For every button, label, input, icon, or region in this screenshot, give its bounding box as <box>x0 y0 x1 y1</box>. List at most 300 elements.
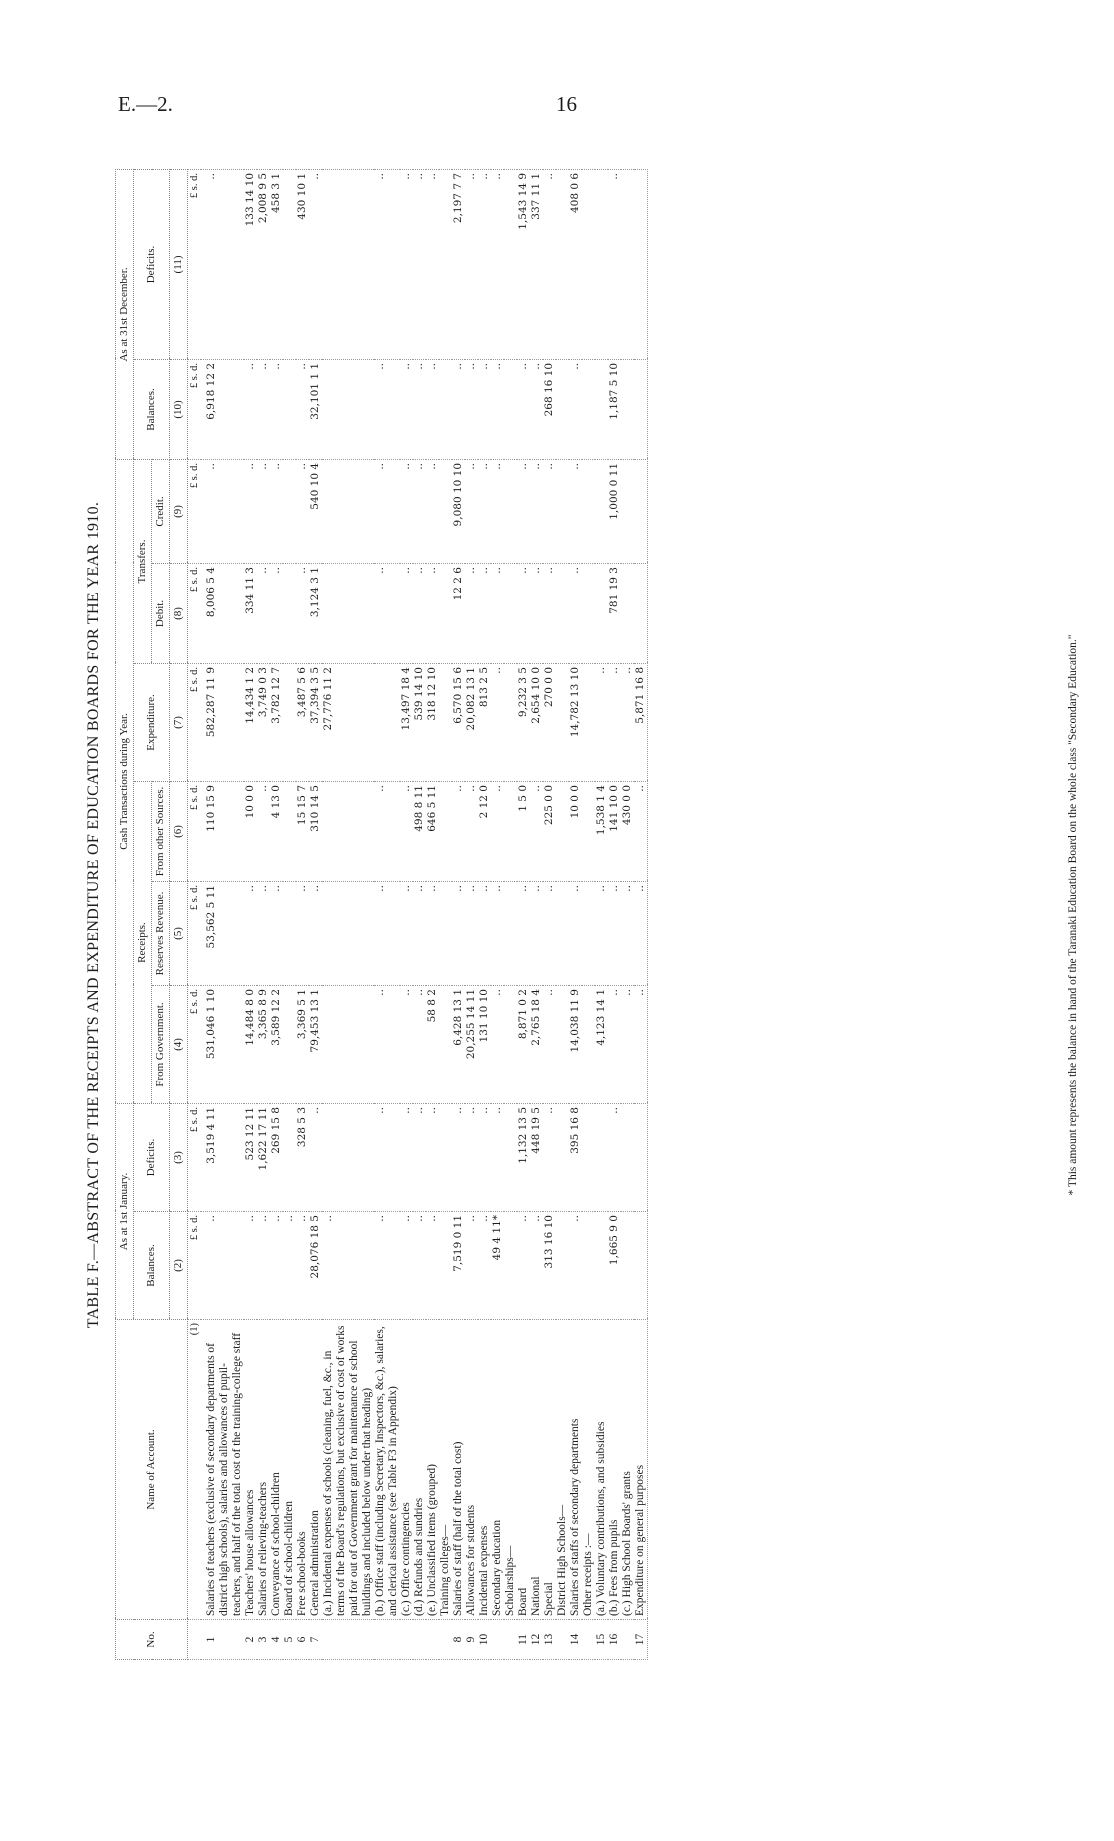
row-number <box>439 1620 452 1660</box>
amount-cell-c4: 79,453 13 1 <box>309 986 322 1104</box>
amount-cell-c8: .. <box>374 564 400 664</box>
amount-cell-c10 <box>582 359 595 459</box>
amount-cell-c6: 646 5 11 <box>426 782 439 882</box>
amount-cell-c3 <box>556 1104 569 1212</box>
amount-cell-c2 <box>595 1212 608 1320</box>
units-cell: £ s. d. <box>188 459 202 563</box>
amount-cell-c11: .. <box>465 169 478 359</box>
amount-cell-c10: .. <box>517 359 530 459</box>
account-name: Special <box>543 1320 556 1620</box>
amount-cell-c9: .. <box>569 459 582 563</box>
units-cell: £ s. d. <box>188 169 202 359</box>
amount-cell-c7: 6,570 15 6 <box>452 664 465 782</box>
row-number: 17 <box>634 1620 648 1660</box>
amount-cell-c9: .. <box>426 459 439 563</box>
table-row <box>257 169 270 1659</box>
account-name: Scholarships— <box>504 1320 517 1620</box>
amount-cell-c11: 133 14 10 <box>244 169 257 359</box>
amount-cell-c2: .. <box>257 1212 270 1320</box>
amount-cell-c10 <box>621 359 634 459</box>
amount-cell-c8: .. <box>478 564 491 664</box>
amount-cell-c7: 813 2 5 <box>478 664 491 782</box>
amount-cell-c4: 4,123 14 1 <box>595 986 608 1104</box>
amount-cell-c5: .. <box>374 882 400 986</box>
units-cell: £ s. d. <box>188 1212 202 1320</box>
amount-cell-c5: .. <box>634 882 648 986</box>
page-number: 16 <box>556 92 577 116</box>
amount-cell-c5: .. <box>478 882 491 986</box>
amount-cell-c6 <box>322 782 374 882</box>
amount-cell-c7: 270 0 0 <box>543 664 556 782</box>
amount-cell-c7: 27,776 11 2 <box>322 664 374 782</box>
amount-cell-c7: 3,749 0 3 <box>257 664 270 782</box>
account-name: Board <box>517 1320 530 1620</box>
amount-cell-c6 <box>504 782 517 882</box>
amount-cell-c2 <box>582 1212 595 1320</box>
amount-cell-c8 <box>439 564 452 664</box>
amount-cell-c11 <box>504 169 517 359</box>
amount-cell-c10: 32,101 1 1 <box>309 359 322 459</box>
amount-cell-c6: 10 0 0 <box>569 782 582 882</box>
header-debit: Debit. <box>152 564 170 664</box>
amount-cell-c4: 8,871 0 2 <box>517 986 530 1104</box>
amount-cell-c6: 10 0 0 <box>244 782 257 882</box>
amount-cell-c9 <box>582 459 595 563</box>
amount-cell-c4: 3,365 8 9 <box>257 986 270 1104</box>
amount-cell-c3 <box>504 1104 517 1212</box>
units-cell: £ s. d. <box>188 359 202 459</box>
amount-cell-c3 <box>439 1104 452 1212</box>
amount-cell-c3: .. <box>400 1104 413 1212</box>
table-row <box>201 169 244 1659</box>
account-name: (a.) Incidental expenses of schools (cleaning, fuel, &c., in terms of the Board's regulations, but exclusive of cost of works paid for out of Government grant for maintenance of school buildings and included below under that heading) <box>322 1320 374 1620</box>
amount-cell-c11 <box>439 169 452 359</box>
amount-cell-c6: .. <box>257 782 270 882</box>
amount-cell-c4 <box>322 986 374 1104</box>
amount-cell-c11: 337 11 1 <box>530 169 543 359</box>
account-name: Salaries of staffs of secondary departments <box>569 1320 582 1620</box>
header-from-other: From other Sources. <box>152 782 170 882</box>
header-no: No. <box>116 1620 188 1660</box>
row-number: 3 <box>257 1620 270 1660</box>
amount-cell-c7: .. <box>595 664 608 782</box>
amount-cell-c3: .. <box>413 1104 426 1212</box>
amount-cell-c4: .. <box>491 986 504 1104</box>
amount-cell-c6: 15 15 7 <box>296 782 309 882</box>
amount-cell-c3 <box>283 1104 296 1212</box>
amount-cell-c7 <box>556 664 569 782</box>
amount-cell-c6: .. <box>374 782 400 882</box>
amount-cell-c11: 2,008 9 5 <box>257 169 270 359</box>
amount-cell-c8: 3,124 3 1 <box>309 564 322 664</box>
amount-cell-c6: .. <box>634 782 648 882</box>
account-name: Board of school-children <box>283 1320 296 1620</box>
amount-cell-c5: .. <box>543 882 556 986</box>
amount-cell-c4: .. <box>400 986 413 1104</box>
header-credit: Credit. <box>152 459 170 563</box>
amount-cell-c6: 4 13 0 <box>270 782 283 882</box>
amount-cell-c3 <box>322 1104 374 1212</box>
amount-cell-c2: 313 16 10 <box>543 1212 556 1320</box>
amount-cell-c4: 6,428 13 1 <box>452 986 465 1104</box>
amount-cell-c10 <box>322 359 374 459</box>
units-cell: £ s. d. <box>188 986 202 1104</box>
table-row <box>439 169 452 1659</box>
amount-cell-c11: .. <box>478 169 491 359</box>
table-row <box>608 169 621 1659</box>
accounts-table <box>115 169 648 1660</box>
amount-cell-c4: .. <box>634 986 648 1104</box>
amount-cell-c3 <box>582 1104 595 1212</box>
amount-cell-c9: .. <box>244 459 257 563</box>
amount-cell-c5 <box>439 882 452 986</box>
amount-cell-c3: 3,519 4 11 <box>201 1104 244 1212</box>
amount-cell-c7: 37,394 3 5 <box>309 664 322 782</box>
amount-cell-c6: .. <box>491 782 504 882</box>
amount-cell-c9: .. <box>543 459 556 563</box>
amount-cell-c4 <box>556 986 569 1104</box>
row-number: 1 <box>201 1620 244 1660</box>
amount-cell-c11: .. <box>374 169 400 359</box>
amount-cell-c10 <box>556 359 569 459</box>
amount-cell-c7: 318 12 10 <box>426 664 439 782</box>
table-row <box>296 169 309 1659</box>
col-num-10: (10) <box>170 359 188 459</box>
amount-cell-c3 <box>595 1104 608 1212</box>
amount-cell-c11: 1,543 14 9 <box>517 169 530 359</box>
amount-cell-c6 <box>283 782 296 882</box>
amount-cell-c3: .. <box>374 1104 400 1212</box>
table-row <box>543 169 556 1659</box>
table-row <box>322 169 374 1659</box>
units-cell: £ s. d. <box>188 664 202 782</box>
amount-cell-c11: .. <box>608 169 621 359</box>
table-row <box>413 169 426 1659</box>
units-row <box>188 169 202 1659</box>
amount-cell-c5: .. <box>296 882 309 986</box>
amount-cell-c10 <box>439 359 452 459</box>
amount-cell-c11 <box>582 169 595 359</box>
row-number: 16 <box>608 1620 621 1660</box>
amount-cell-c9: .. <box>270 459 283 563</box>
amount-cell-c2: 1,665 9 0 <box>608 1212 621 1320</box>
amount-cell-c2: .. <box>270 1212 283 1320</box>
amount-cell-c7 <box>439 664 452 782</box>
row-number <box>426 1620 439 1660</box>
amount-cell-c7: .. <box>621 664 634 782</box>
row-number: 4 <box>270 1620 283 1660</box>
amount-cell-c9: .. <box>374 459 400 563</box>
table-row <box>491 169 504 1659</box>
amount-cell-c3: .. <box>452 1104 465 1212</box>
amount-cell-c3: 269 15 8 <box>270 1104 283 1212</box>
amount-cell-c2: .. <box>244 1212 257 1320</box>
amount-cell-c10: .. <box>296 359 309 459</box>
amount-cell-c10: .. <box>244 359 257 459</box>
amount-cell-c6: 225 0 0 <box>543 782 556 882</box>
amount-cell-c7: 539 14 10 <box>413 664 426 782</box>
amount-cell-c9 <box>504 459 517 563</box>
amount-cell-c8: .. <box>530 564 543 664</box>
table-row <box>270 169 283 1659</box>
amount-cell-c7: 5,871 16 8 <box>634 664 648 782</box>
amount-cell-c8: .. <box>413 564 426 664</box>
amount-cell-c6: 1 5 0 <box>517 782 530 882</box>
account-name: (b.) Fees from pupils <box>608 1320 621 1620</box>
table-row <box>478 169 491 1659</box>
amount-cell-c8: .. <box>270 564 283 664</box>
row-number <box>413 1620 426 1660</box>
amount-cell-c11: 2,197 7 7 <box>452 169 465 359</box>
amount-cell-c8: .. <box>569 564 582 664</box>
amount-cell-c5: .. <box>595 882 608 986</box>
amount-cell-c6 <box>439 782 452 882</box>
amount-cell-c5 <box>556 882 569 986</box>
units-cell: £ s. d. <box>188 564 202 664</box>
col-num-7: (7) <box>170 664 188 782</box>
account-name: National <box>530 1320 543 1620</box>
amount-cell-c9: .. <box>491 459 504 563</box>
amount-cell-c5: .. <box>569 882 582 986</box>
amount-cell-c7: 9,232 3 5 <box>517 664 530 782</box>
amount-cell-c6 <box>582 782 595 882</box>
amount-cell-c11: .. <box>309 169 322 359</box>
amount-cell-c5 <box>582 882 595 986</box>
amount-cell-c2: .. <box>400 1212 413 1320</box>
amount-cell-c3 <box>634 1104 648 1212</box>
table-row <box>582 169 595 1659</box>
table-row <box>621 169 634 1659</box>
amount-cell-c9: .. <box>478 459 491 563</box>
amount-cell-c7: 20,082 13 1 <box>465 664 478 782</box>
row-number: 7 <box>309 1620 322 1660</box>
units-cell: (1) <box>188 1320 202 1620</box>
amount-cell-c11 <box>556 169 569 359</box>
amount-cell-c11 <box>322 169 374 359</box>
header-expenditure: Expenditure. <box>134 664 170 782</box>
amount-cell-c4 <box>439 986 452 1104</box>
amount-cell-c8 <box>504 564 517 664</box>
amount-cell-c10 <box>634 359 648 459</box>
row-number: 6 <box>296 1620 309 1660</box>
amount-cell-c2: 7,519 0 11 <box>452 1212 465 1320</box>
amount-cell-c9: 540 10 4 <box>309 459 322 563</box>
amount-cell-c8: .. <box>400 564 413 664</box>
account-name: Expenditure on general purposes <box>634 1320 648 1620</box>
table-row <box>517 169 530 1659</box>
account-name: Training colleges— <box>439 1320 452 1620</box>
amount-cell-c3: .. <box>309 1104 322 1212</box>
row-number: 5 <box>283 1620 296 1660</box>
account-name: Salaries of staff (half of the total cost) <box>452 1320 465 1620</box>
row-number <box>491 1620 504 1660</box>
amount-cell-c10: .. <box>413 359 426 459</box>
amount-cell-c8 <box>582 564 595 664</box>
amount-cell-c4: 58 8 2 <box>426 986 439 1104</box>
amount-cell-c5: .. <box>309 882 322 986</box>
amount-cell-c3: .. <box>608 1104 621 1212</box>
account-name: (e.) Unclassified items (grouped) <box>426 1320 439 1620</box>
amount-cell-c10 <box>595 359 608 459</box>
amount-cell-c2: .. <box>374 1212 400 1320</box>
amount-cell-c9: .. <box>530 459 543 563</box>
row-number: 13 <box>543 1620 556 1660</box>
col-num-2: (2) <box>170 1212 188 1320</box>
amount-cell-c9 <box>283 459 296 563</box>
amount-cell-c5: .. <box>452 882 465 986</box>
amount-cell-c11 <box>595 169 608 359</box>
account-name: (b.) Office staff (including Secretary, Inspectors, &c.), salaries, and clerical assistance (see Table F3 in Appendix) <box>374 1320 400 1620</box>
amount-cell-c2 <box>621 1212 634 1320</box>
amount-cell-c9 <box>556 459 569 563</box>
col-num-5: (5) <box>170 882 188 986</box>
account-name: (c.) Office contingencies <box>400 1320 413 1620</box>
amount-cell-c6: 498 8 11 <box>413 782 426 882</box>
amount-cell-c10: .. <box>478 359 491 459</box>
amount-cell-c2: .. <box>478 1212 491 1320</box>
amount-cell-c4: .. <box>621 986 634 1104</box>
amount-cell-c4: 3,589 12 2 <box>270 986 283 1104</box>
amount-cell-c8: .. <box>296 564 309 664</box>
amount-cell-c8: 8,006 5 4 <box>201 564 244 664</box>
amount-cell-c9: .. <box>400 459 413 563</box>
header-reserves-revenue: Reserves Revenue. <box>152 882 170 986</box>
row-number: 8 <box>452 1620 465 1660</box>
table-row <box>426 169 439 1659</box>
amount-cell-c6: 110 15 9 <box>201 782 244 882</box>
header-group-dec: As at 31st December. <box>116 169 134 459</box>
amount-cell-c5: .. <box>413 882 426 986</box>
amount-cell-c2: .. <box>426 1212 439 1320</box>
col-num-6: (6) <box>170 782 188 882</box>
amount-cell-c8: 334 11 3 <box>244 564 257 664</box>
amount-cell-c2: .. <box>465 1212 478 1320</box>
rotated-table-page <box>85 170 1100 1660</box>
amount-cell-c7 <box>504 664 517 782</box>
amount-cell-c8: .. <box>257 564 270 664</box>
amount-cell-c2: .. <box>569 1212 582 1320</box>
amount-cell-c11 <box>621 169 634 359</box>
amount-cell-c8: 781 19 3 <box>608 564 621 664</box>
amount-cell-c4: 131 10 10 <box>478 986 491 1104</box>
amount-cell-c7: 582,287 11 9 <box>201 664 244 782</box>
account-name: Other receipts :— <box>582 1320 595 1620</box>
amount-cell-c7: 3,782 12 7 <box>270 664 283 782</box>
amount-cell-c3: .. <box>543 1104 556 1212</box>
amount-cell-c5 <box>504 882 517 986</box>
header-group-jan: As at 1st January. <box>116 1104 134 1320</box>
amount-cell-c4: 3,369 5 1 <box>296 986 309 1104</box>
amount-cell-c5: .. <box>244 882 257 986</box>
row-number <box>400 1620 413 1660</box>
amount-cell-c2: .. <box>517 1212 530 1320</box>
amount-cell-c6: 310 14 5 <box>309 782 322 882</box>
amount-cell-c10 <box>504 359 517 459</box>
amount-cell-c2: .. <box>283 1212 296 1320</box>
row-number: 2 <box>244 1620 257 1660</box>
units-cell <box>188 1620 202 1660</box>
account-name: Teachers' house allowances <box>244 1320 257 1620</box>
row-number <box>556 1620 569 1660</box>
amount-cell-c8: .. <box>426 564 439 664</box>
amount-cell-c3: .. <box>491 1104 504 1212</box>
amount-cell-c6: 141 10 0 <box>608 782 621 882</box>
account-name: (d.) Refunds and sundries <box>413 1320 426 1620</box>
table-row <box>452 169 465 1659</box>
table-row <box>283 169 296 1659</box>
table-row <box>595 169 608 1659</box>
amount-cell-c2 <box>504 1212 517 1320</box>
amount-cell-c10: 268 16 10 <box>543 359 556 459</box>
amount-cell-c3: 1,132 13 5 <box>517 1104 530 1212</box>
amount-cell-c8 <box>556 564 569 664</box>
amount-cell-c6: 1,538 1 4 <box>595 782 608 882</box>
amount-cell-c7 <box>374 664 400 782</box>
amount-cell-c10: .. <box>530 359 543 459</box>
amount-cell-c6: 430 0 0 <box>621 782 634 882</box>
table-row <box>569 169 582 1659</box>
amount-cell-c11: 408 0 6 <box>569 169 582 359</box>
row-number <box>374 1620 400 1660</box>
table-row <box>465 169 478 1659</box>
amount-cell-c7: 14,434 1 2 <box>244 664 257 782</box>
amount-cell-c2 <box>556 1212 569 1320</box>
amount-cell-c2 <box>634 1212 648 1320</box>
account-name: District High Schools— <box>556 1320 569 1620</box>
col-num-8: (8) <box>170 564 188 664</box>
amount-cell-c5: .. <box>621 882 634 986</box>
account-name: General administration <box>309 1320 322 1620</box>
table-row <box>244 169 257 1659</box>
row-number: 12 <box>530 1620 543 1660</box>
amount-cell-c9: .. <box>465 459 478 563</box>
amount-cell-c7 <box>582 664 595 782</box>
header-deficits-jan: Deficits. <box>134 1104 170 1212</box>
account-name: Incidental expenses <box>478 1320 491 1620</box>
amount-cell-c10: .. <box>257 359 270 459</box>
amount-cell-c10: .. <box>452 359 465 459</box>
amount-cell-c11: .. <box>413 169 426 359</box>
amount-cell-c5: .. <box>270 882 283 986</box>
amount-cell-c2: .. <box>322 1212 374 1320</box>
row-number: 9 <box>465 1620 478 1660</box>
amount-cell-c10: 6,918 12 2 <box>201 359 244 459</box>
amount-cell-c7: .. <box>491 664 504 782</box>
amount-cell-c11: .. <box>491 169 504 359</box>
account-name: Conveyance of school-children <box>270 1320 283 1620</box>
table-row <box>634 169 648 1659</box>
units-cell: £ s. d. <box>188 1104 202 1212</box>
amount-cell-c2: 28,076 18 5 <box>309 1212 322 1320</box>
table-row <box>530 169 543 1659</box>
amount-cell-c9: 1,000 0 11 <box>608 459 621 563</box>
row-number: 10 <box>478 1620 491 1660</box>
amount-cell-c4: .. <box>543 986 556 1104</box>
amount-cell-c5: .. <box>465 882 478 986</box>
amount-cell-c4: 531,046 1 10 <box>201 986 244 1104</box>
amount-cell-c5: 53,562 5 11 <box>201 882 244 986</box>
header-deficits-dec: Deficits. <box>134 169 170 359</box>
amount-cell-c6: .. <box>530 782 543 882</box>
account-name: Salaries of teachers (exclusive of secondary departments of district high schools), salaries and allowances of pupil-teachers, and half of the total cost of the training-college staff <box>201 1320 244 1620</box>
amount-cell-c9: .. <box>413 459 426 563</box>
header-balances-dec: Balances. <box>134 359 170 459</box>
amount-cell-c3: 328 5 3 <box>296 1104 309 1212</box>
amount-cell-c5: .. <box>491 882 504 986</box>
account-name: Free school-books <box>296 1320 309 1620</box>
amount-cell-c4: 14,484 8 0 <box>244 986 257 1104</box>
amount-cell-c5: .. <box>517 882 530 986</box>
